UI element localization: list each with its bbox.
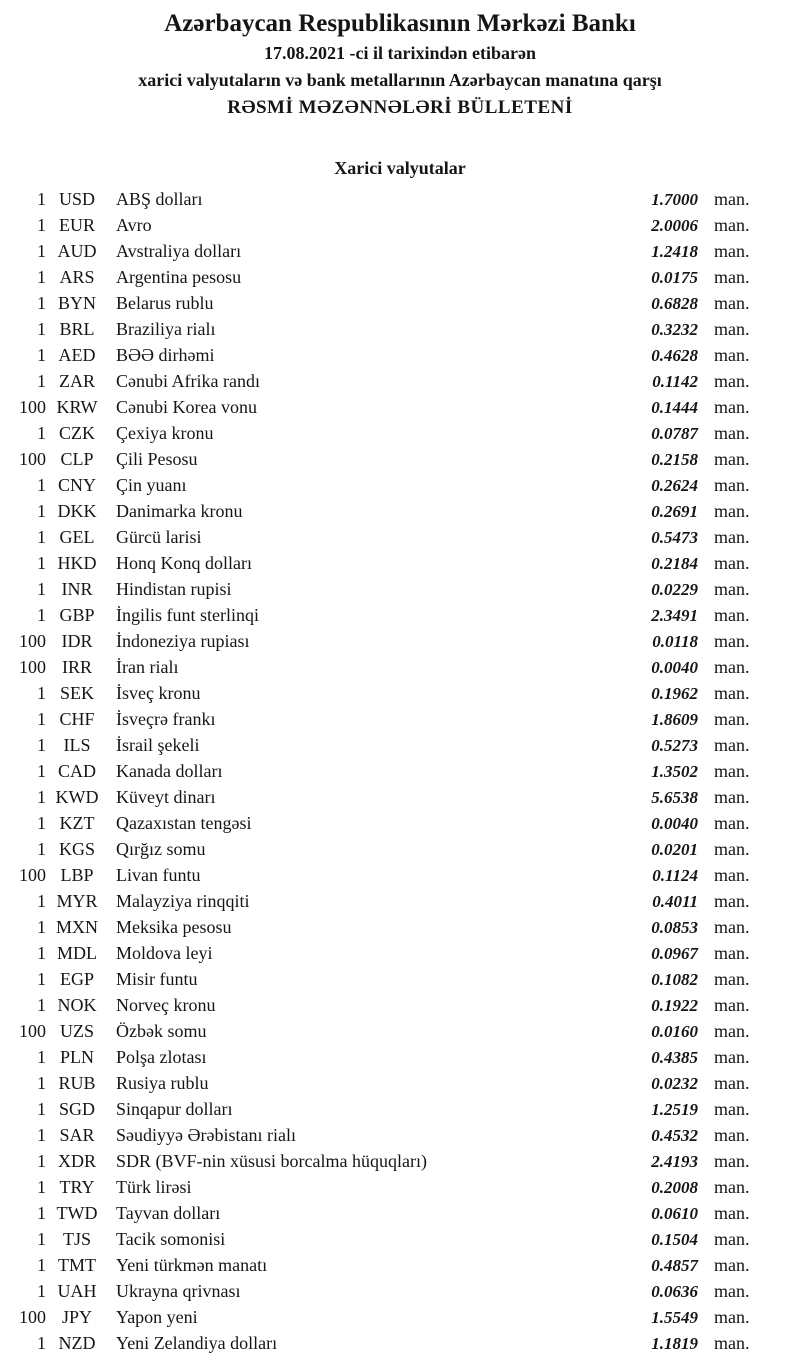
unit-cell: man. xyxy=(714,1021,750,1041)
rate-row xyxy=(0,342,800,368)
rate-row xyxy=(0,1304,800,1330)
currency-code-cell: KWD xyxy=(55,787,99,807)
currency-name-cell: Avro xyxy=(116,215,152,235)
rate-value-cell: 2.4193 xyxy=(651,1152,698,1171)
quantity-cell: 1 xyxy=(37,1333,46,1353)
quantity-cell: 1 xyxy=(37,553,46,573)
quantity-cell: 1 xyxy=(37,1125,46,1145)
currency-name-cell: Kanada dolları xyxy=(116,761,223,781)
unit-cell: man. xyxy=(714,865,750,885)
rate-row xyxy=(0,966,800,992)
quantity-cell: 1 xyxy=(37,735,46,755)
currency-name-cell: Sinqapur dolları xyxy=(116,1099,233,1119)
quantity-cell: 1 xyxy=(37,1229,46,1249)
unit-cell: man. xyxy=(714,683,750,703)
unit-cell: man. xyxy=(714,735,750,755)
rate-value-cell: 0.4532 xyxy=(651,1126,698,1145)
effective-date-line: 17.08.2021 -ci il tarixindən etibarən xyxy=(264,43,536,63)
currency-code-cell: ZAR xyxy=(59,371,95,391)
rate-value-cell: 1.1819 xyxy=(651,1334,698,1353)
unit-cell: man. xyxy=(714,605,750,625)
rate-value-cell: 0.4628 xyxy=(651,346,698,365)
rate-row xyxy=(0,212,800,238)
quantity-cell: 1 xyxy=(37,475,46,495)
currency-code-cell: NZD xyxy=(58,1333,96,1353)
unit-cell: man. xyxy=(714,787,750,807)
unit-cell: man. xyxy=(714,267,750,287)
rate-value-cell: 1.2519 xyxy=(651,1100,698,1119)
rate-value-cell: 0.2691 xyxy=(651,502,698,521)
quantity-cell: 1 xyxy=(37,423,46,443)
rate-row xyxy=(0,1044,800,1070)
currency-code-cell: UZS xyxy=(59,1021,94,1041)
rate-row xyxy=(0,1278,800,1304)
unit-cell: man. xyxy=(714,1047,750,1067)
currency-name-cell: İsveçrə frankı xyxy=(116,709,216,729)
rate-row xyxy=(0,784,800,810)
currency-code-cell: EGP xyxy=(59,969,94,989)
currency-name-cell: İndoneziya rupiası xyxy=(116,631,250,651)
rate-value-cell: 0.1962 xyxy=(651,684,698,703)
rate-row xyxy=(0,602,800,628)
unit-cell: man. xyxy=(714,215,750,235)
quantity-cell: 1 xyxy=(37,293,46,313)
rate-row xyxy=(0,316,800,342)
quantity-cell: 1 xyxy=(37,605,46,625)
quantity-cell: 1 xyxy=(37,345,46,365)
currency-name-cell: Honq Konq dolları xyxy=(116,553,252,573)
currency-code-cell: MDL xyxy=(57,943,97,963)
quantity-cell: 1 xyxy=(37,943,46,963)
rate-value-cell: 0.3232 xyxy=(651,320,698,339)
quantity-cell: 1 xyxy=(37,1177,46,1197)
rate-row xyxy=(0,1330,800,1356)
quantity-cell: 1 xyxy=(37,215,46,235)
currency-name-cell: Çili Pesosu xyxy=(116,449,198,469)
rate-row xyxy=(0,1200,800,1226)
currency-name-cell: Özbək somu xyxy=(116,1021,207,1041)
rate-row xyxy=(0,862,800,888)
unit-cell: man. xyxy=(714,501,750,521)
currency-name-cell: Braziliya rialı xyxy=(116,319,216,339)
rate-row xyxy=(0,992,800,1018)
rate-row xyxy=(0,1070,800,1096)
unit-cell: man. xyxy=(714,1229,750,1249)
currency-name-cell: Livan funtu xyxy=(116,865,201,885)
currency-code-cell: TRY xyxy=(59,1177,95,1197)
rate-row xyxy=(0,836,800,862)
currency-code-cell: UAH xyxy=(57,1281,97,1301)
quantity-cell: 1 xyxy=(37,813,46,833)
rate-row xyxy=(0,732,800,758)
quantity-cell: 1 xyxy=(37,1203,46,1223)
quantity-cell: 100 xyxy=(19,449,46,469)
currency-code-cell: EUR xyxy=(59,215,95,235)
currency-name-cell: İsveç kronu xyxy=(116,683,201,703)
currency-code-cell: SAR xyxy=(59,1125,95,1145)
rate-value-cell: 0.0232 xyxy=(651,1074,698,1093)
currency-code-cell: TJS xyxy=(62,1229,91,1249)
currency-code-cell: CNY xyxy=(57,475,96,495)
unit-cell: man. xyxy=(714,423,750,443)
currency-name-cell: Meksika pesosu xyxy=(116,917,232,937)
unit-cell: man. xyxy=(714,943,750,963)
currency-code-cell: GEL xyxy=(59,527,95,547)
unit-cell: man. xyxy=(714,1255,750,1275)
currency-name-cell: Malayziya rinqqiti xyxy=(116,891,250,911)
unit-cell: man. xyxy=(714,189,750,209)
quantity-cell: 1 xyxy=(37,527,46,547)
rate-row xyxy=(0,628,800,654)
currency-code-cell: SEK xyxy=(59,683,94,703)
rate-value-cell: 0.0175 xyxy=(651,268,698,287)
currency-code-cell: AED xyxy=(58,345,96,365)
unit-cell: man. xyxy=(714,293,750,313)
unit-cell: man. xyxy=(714,891,750,911)
quantity-cell: 1 xyxy=(37,891,46,911)
rate-value-cell: 1.3502 xyxy=(651,762,698,781)
rate-value-cell: 0.0118 xyxy=(652,632,698,651)
bulletin-title: RƏSMİ MƏZƏNNƏLƏRİ BÜLLETENİ xyxy=(227,97,573,118)
currency-name-cell: Argentina pesosu xyxy=(116,267,242,287)
rate-value-cell: 0.0636 xyxy=(651,1282,698,1301)
currency-name-cell: ABŞ dolları xyxy=(116,189,203,209)
currency-name-cell: Çin yuanı xyxy=(116,475,187,495)
currency-name-cell: Misir funtu xyxy=(116,969,198,989)
quantity-cell: 1 xyxy=(37,1073,46,1093)
rate-value-cell: 1.5549 xyxy=(651,1308,698,1327)
unit-cell: man. xyxy=(714,1177,750,1197)
rate-value-cell: 0.0610 xyxy=(651,1204,698,1223)
quantity-cell: 1 xyxy=(37,683,46,703)
rate-row xyxy=(0,368,800,394)
currency-code-cell: KRW xyxy=(56,397,98,417)
currency-name-cell: Yapon yeni xyxy=(116,1307,198,1327)
currency-code-cell: AUD xyxy=(57,241,97,261)
currency-code-cell: USD xyxy=(58,189,95,209)
unit-cell: man. xyxy=(714,995,750,1015)
quantity-cell: 1 xyxy=(37,709,46,729)
quantity-cell: 1 xyxy=(37,501,46,521)
currency-code-cell: PLN xyxy=(59,1047,94,1067)
currency-name-cell: İsrail şekeli xyxy=(116,735,200,755)
rate-row xyxy=(0,1018,800,1044)
currency-name-cell: Küveyt dinarı xyxy=(116,787,216,807)
subject-line: xarici valyutaların və bank metallarının Azərbaycan manatına qarşı xyxy=(138,70,662,90)
currency-name-cell: SDR (BVF-nin xüsusi borcalma hüquqları) xyxy=(116,1151,427,1171)
section-title-foreign-currencies: Xarici valyutalar xyxy=(334,158,466,178)
quantity-cell: 100 xyxy=(19,631,46,651)
rate-row xyxy=(0,680,800,706)
currency-name-cell: Ukrayna qrivnası xyxy=(116,1281,241,1301)
unit-cell: man. xyxy=(714,1125,750,1145)
unit-cell: man. xyxy=(714,631,750,651)
rate-value-cell: 0.0040 xyxy=(651,658,698,677)
quantity-cell: 1 xyxy=(37,319,46,339)
quantity-cell: 1 xyxy=(37,1255,46,1275)
quantity-cell: 1 xyxy=(37,1099,46,1119)
currency-name-cell: Qazaxıstan tengəsi xyxy=(116,813,252,833)
rate-row xyxy=(0,940,800,966)
currency-name-cell: Norveç kronu xyxy=(116,995,216,1015)
rate-value-cell: 0.0160 xyxy=(651,1022,698,1041)
rate-row xyxy=(0,706,800,732)
currency-code-cell: BYN xyxy=(57,293,96,313)
currency-name-cell: Rusiya rublu xyxy=(116,1073,209,1093)
currency-code-cell: HKD xyxy=(57,553,97,573)
rate-value-cell: 0.2624 xyxy=(651,476,698,495)
currency-name-cell: Tayvan dolları xyxy=(116,1203,221,1223)
rate-row xyxy=(0,1096,800,1122)
unit-cell: man. xyxy=(714,657,750,677)
currency-code-cell: CZK xyxy=(59,423,95,443)
rate-row xyxy=(0,1122,800,1148)
quantity-cell: 1 xyxy=(37,1281,46,1301)
unit-cell: man. xyxy=(714,371,750,391)
rate-row xyxy=(0,394,800,420)
currency-name-cell: Türk lirəsi xyxy=(116,1177,192,1197)
unit-cell: man. xyxy=(714,917,750,937)
rate-value-cell: 0.1082 xyxy=(651,970,698,989)
unit-cell: man. xyxy=(714,397,750,417)
rate-value-cell: 1.7000 xyxy=(651,190,698,209)
quantity-cell: 1 xyxy=(37,267,46,287)
rate-value-cell: 0.0229 xyxy=(651,580,698,599)
rate-row xyxy=(0,1226,800,1252)
rate-row xyxy=(0,290,800,316)
currency-code-cell: GBP xyxy=(59,605,95,625)
currency-name-cell: Səudiyyə Ərəbistanı rialı xyxy=(116,1125,296,1145)
quantity-cell: 100 xyxy=(19,1021,46,1041)
unit-cell: man. xyxy=(714,319,750,339)
currency-code-cell: IRR xyxy=(61,657,92,677)
rate-value-cell: 2.3491 xyxy=(651,606,698,625)
rate-row xyxy=(0,810,800,836)
rate-row xyxy=(0,888,800,914)
rate-row xyxy=(0,524,800,550)
unit-cell: man. xyxy=(714,1099,750,1119)
currency-code-cell: DKK xyxy=(57,501,97,521)
currency-code-cell: KGS xyxy=(58,839,95,859)
bulletin-header xyxy=(0,0,800,122)
rate-row xyxy=(0,1148,800,1174)
unit-cell: man. xyxy=(714,761,750,781)
unit-cell: man. xyxy=(714,345,750,365)
rates-table xyxy=(0,186,800,1356)
rate-value-cell: 1.8609 xyxy=(651,710,698,729)
currency-name-cell: Gürcü larisi xyxy=(116,527,202,547)
currency-code-cell: TWD xyxy=(56,1203,98,1223)
currency-name-cell: İran rialı xyxy=(116,657,179,677)
rate-value-cell: 0.0967 xyxy=(651,944,698,963)
rate-value-cell: 0.0201 xyxy=(651,840,698,859)
unit-cell: man. xyxy=(714,1333,750,1353)
currency-code-cell: ILS xyxy=(63,735,91,755)
rate-value-cell: 5.6538 xyxy=(651,788,698,807)
unit-cell: man. xyxy=(714,813,750,833)
rate-row xyxy=(0,472,800,498)
rate-row xyxy=(0,550,800,576)
currency-name-cell: BƏƏ dirhəmi xyxy=(116,345,215,365)
currency-code-cell: NOK xyxy=(57,995,97,1015)
currency-name-cell: İngilis funt sterlinqi xyxy=(116,605,259,625)
quantity-cell: 100 xyxy=(19,865,46,885)
unit-cell: man. xyxy=(714,527,750,547)
currency-code-cell: CHF xyxy=(59,709,95,729)
quantity-cell: 1 xyxy=(37,579,46,599)
rate-row xyxy=(0,498,800,524)
currency-name-cell: Tacik somonisi xyxy=(116,1229,226,1249)
quantity-cell: 1 xyxy=(37,995,46,1015)
rate-row xyxy=(0,186,800,212)
rate-value-cell: 0.1922 xyxy=(651,996,698,1015)
currency-code-cell: BRL xyxy=(59,319,95,339)
unit-cell: man. xyxy=(714,969,750,989)
currency-code-cell: IDR xyxy=(61,631,93,651)
currency-name-cell: Belarus rublu xyxy=(116,293,214,313)
currency-code-cell: LBP xyxy=(60,865,94,885)
rate-value-cell: 0.5473 xyxy=(651,528,698,547)
quantity-cell: 1 xyxy=(37,1047,46,1067)
unit-cell: man. xyxy=(714,839,750,859)
rate-value-cell: 0.1124 xyxy=(652,866,698,885)
rate-value-cell: 0.6828 xyxy=(651,294,698,313)
rate-row xyxy=(0,576,800,602)
rate-value-cell: 0.2184 xyxy=(651,554,698,573)
rate-value-cell: 0.4385 xyxy=(651,1048,698,1067)
quantity-cell: 1 xyxy=(37,1151,46,1171)
currency-code-cell: RUB xyxy=(58,1073,96,1093)
rate-row xyxy=(0,758,800,784)
quantity-cell: 1 xyxy=(37,189,46,209)
rate-value-cell: 0.1444 xyxy=(651,398,698,417)
currency-code-cell: CAD xyxy=(57,761,96,781)
currency-code-cell: MXN xyxy=(55,917,98,937)
rate-row xyxy=(0,1252,800,1278)
currency-code-cell: CLP xyxy=(60,449,94,469)
unit-cell: man. xyxy=(714,709,750,729)
unit-cell: man. xyxy=(714,1203,750,1223)
quantity-cell: 1 xyxy=(37,917,46,937)
quantity-cell: 1 xyxy=(37,969,46,989)
currency-code-cell: XDR xyxy=(57,1151,96,1171)
quantity-cell: 100 xyxy=(19,657,46,677)
rate-value-cell: 0.0040 xyxy=(651,814,698,833)
currency-code-cell: JPY xyxy=(61,1307,92,1327)
rate-row xyxy=(0,1174,800,1200)
unit-cell: man. xyxy=(714,579,750,599)
unit-cell: man. xyxy=(714,1073,750,1093)
rate-row xyxy=(0,654,800,680)
currency-code-cell: ARS xyxy=(59,267,95,287)
currency-name-cell: Danimarka kronu xyxy=(116,501,243,521)
quantity-cell: 1 xyxy=(37,761,46,781)
quantity-cell: 1 xyxy=(37,371,46,391)
rate-value-cell: 0.4011 xyxy=(652,892,698,911)
rate-value-cell: 1.2418 xyxy=(651,242,698,261)
quantity-cell: 100 xyxy=(19,397,46,417)
rate-value-cell: 0.4857 xyxy=(651,1256,698,1275)
currency-name-cell: Yeni Zelandiya dolları xyxy=(116,1333,278,1353)
rate-row xyxy=(0,914,800,940)
currency-name-cell: Qırğız somu xyxy=(116,839,206,859)
rate-row xyxy=(0,446,800,472)
currency-name-cell: Polşa zlotası xyxy=(116,1047,207,1067)
unit-cell: man. xyxy=(714,449,750,469)
quantity-cell: 1 xyxy=(37,839,46,859)
quantity-cell: 100 xyxy=(19,1307,46,1327)
unit-cell: man. xyxy=(714,1151,750,1171)
unit-cell: man. xyxy=(714,241,750,261)
rate-row xyxy=(0,420,800,446)
currency-name-cell: Cənubi Afrika randı xyxy=(116,371,260,391)
rate-value-cell: 2.0006 xyxy=(651,216,698,235)
currency-name-cell: Hindistan rupisi xyxy=(116,579,232,599)
quantity-cell: 1 xyxy=(37,241,46,261)
rate-value-cell: 0.0787 xyxy=(651,424,698,443)
currency-code-cell: KZT xyxy=(59,813,95,833)
currency-code-cell: MYR xyxy=(56,891,98,911)
rate-value-cell: 0.2158 xyxy=(651,450,698,469)
rate-row xyxy=(0,264,800,290)
quantity-cell: 1 xyxy=(37,787,46,807)
currency-name-cell: Avstraliya dolları xyxy=(116,241,242,261)
rate-value-cell: 0.0853 xyxy=(651,918,698,937)
unit-cell: man. xyxy=(714,1281,750,1301)
rate-value-cell: 0.2008 xyxy=(651,1178,698,1197)
currency-name-cell: Cənubi Korea vonu xyxy=(116,397,257,417)
currency-name-cell: Moldova leyi xyxy=(116,943,213,963)
rate-row xyxy=(0,238,800,264)
currency-name-cell: Yeni türkmən manatı xyxy=(116,1255,268,1275)
unit-cell: man. xyxy=(714,553,750,573)
currency-code-cell: INR xyxy=(61,579,93,599)
currency-code-cell: TMT xyxy=(58,1255,96,1275)
currency-code-cell: SGD xyxy=(58,1099,95,1119)
rate-value-cell: 0.5273 xyxy=(651,736,698,755)
unit-cell: man. xyxy=(714,1307,750,1327)
bank-title: Azərbaycan Respublikasının Mərkəzi Bankı xyxy=(164,10,636,37)
currency-name-cell: Çexiya kronu xyxy=(116,423,214,443)
rate-value-cell: 0.1504 xyxy=(651,1230,698,1249)
unit-cell: man. xyxy=(714,475,750,495)
rate-value-cell: 0.1142 xyxy=(652,372,698,391)
